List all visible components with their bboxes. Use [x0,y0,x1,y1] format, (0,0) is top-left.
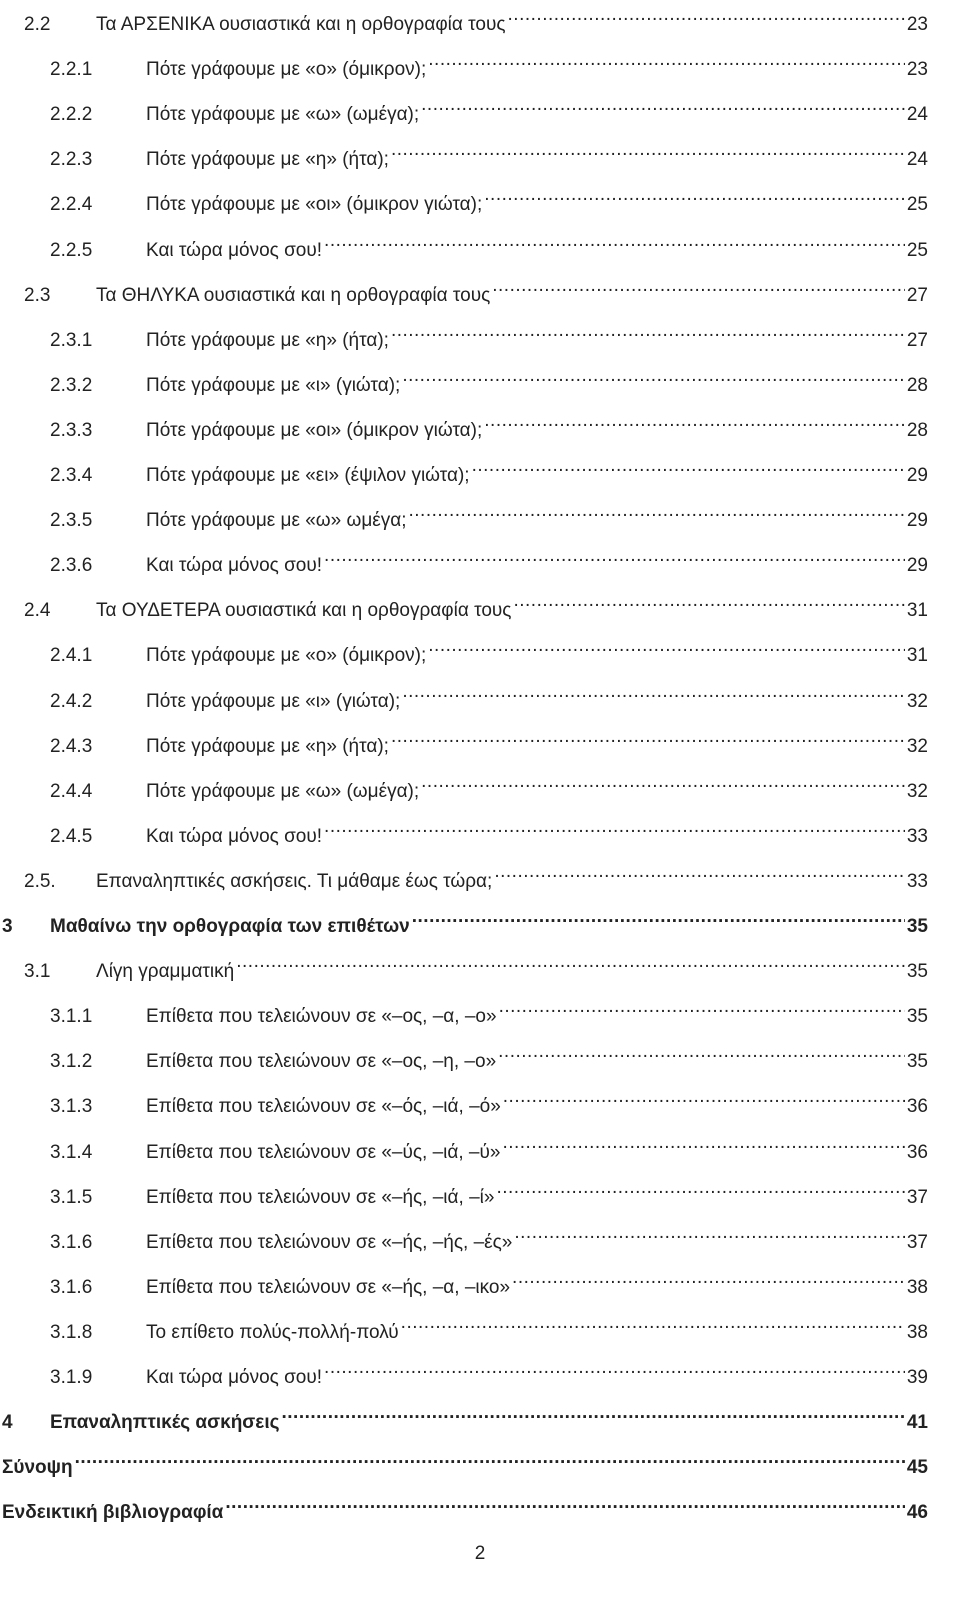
toc-entry-title: Και τώρα μόνος σου! [146,825,323,847]
toc-entry-number: 2.3 [24,284,51,306]
toc-entry-title: Πότε γράφουμε με «ι» (γιώτα); [146,374,401,396]
toc-dot-leader [428,631,905,661]
toc-entry-page: 25 [906,239,928,261]
toc-entry-title: Και τώρα μόνος σου! [146,1367,323,1388]
toc-entry-title: Τα ΘΗΛΥΚΑ ουσιαστικά και η ορθογραφία τους [96,284,491,306]
toc-entry-title: Πότε γράφουμε με «ο» (όμικρον); [146,645,427,667]
toc-entry-page: 28 [906,419,928,441]
toc-entry-page: 23 [906,59,928,81]
toc-entry-number: 3.1.6 [50,1276,93,1298]
toc-entry-number: 2.3.4 [50,465,93,486]
toc-dot-leader [75,1443,905,1473]
toc-dot-leader [421,90,905,120]
toc-entry-title: Πότε γράφουμε με «ω» (ωμέγα); [146,780,420,802]
toc-entry[interactable] [50,1218,928,1253]
toc-entry-title: Πότε γράφουμε με «η» (ήτα); [146,329,389,351]
toc-entry-page: 35 [906,1006,928,1028]
toc-entry-number: 3.1.6 [50,1231,93,1253]
toc-dot-leader [513,586,904,616]
toc-entry[interactable] [24,586,928,622]
toc-entry[interactable] [2,1443,928,1479]
toc-entry-number: 2.4.5 [50,825,93,847]
toc-entry-number: 3.1.2 [50,1051,93,1073]
toc-dot-leader [499,992,905,1022]
toc-dot-leader [236,947,905,977]
toc-entry-title: Επίθετα που τελειώνουν σε «–ύς, –ιά, –ύ» [146,1141,501,1163]
toc-entry-number: 2.4 [24,600,51,622]
toc-entry[interactable] [50,812,928,847]
toc-entry-page: 33 [906,870,928,892]
toc-entry[interactable] [2,1488,928,1524]
toc-entry[interactable] [50,226,928,261]
toc-entry-number: 3 [2,916,13,937]
toc-entry-page: 36 [906,1141,928,1163]
toc-dot-leader [401,1308,905,1338]
toc-entry-title: Μαθαίνω την ορθογραφία των επιθέτων [50,916,410,937]
toc-entry-number: 3.1.3 [50,1096,93,1118]
toc-entry-title: Πότε γράφουμε με «η» (ήτα); [146,149,389,171]
toc-entry-page: 27 [906,329,928,351]
toc-dot-leader [498,1037,905,1067]
toc-entry[interactable] [50,451,928,486]
toc-dot-leader [409,496,905,526]
toc-entry[interactable] [50,180,928,216]
toc-entry-page: 37 [906,1231,928,1253]
toc-entry[interactable] [50,361,928,396]
toc-entry[interactable] [50,541,928,577]
toc-entry-number: 4 [2,1412,13,1434]
toc-dot-leader [428,45,905,75]
toc-dot-leader [324,226,905,256]
toc-entry[interactable] [50,1173,928,1208]
toc-entry-number: 2.4.1 [50,645,93,667]
toc-entry[interactable] [50,1263,928,1298]
toc-dot-leader [324,1353,905,1383]
toc-entry-page: 31 [906,600,928,622]
toc-entry[interactable] [50,316,928,351]
toc-dot-leader [492,271,905,301]
toc-entry-page: 24 [906,149,928,171]
toc-entry[interactable] [50,992,928,1028]
toc-entry-page: 39 [906,1367,928,1388]
toc-dot-leader [402,361,905,391]
toc-entry-title: Πότε γράφουμε με «ο» (όμικρον); [146,59,427,81]
toc-dot-leader [421,767,905,797]
toc-entry[interactable] [24,271,928,306]
toc-dot-leader [391,316,905,346]
toc-entry[interactable] [50,1128,928,1163]
toc-entry[interactable] [50,406,928,441]
toc-entry-title: Επίθετα που τελειώνουν σε «–ής, –α, –ικο» [146,1276,511,1298]
toc-entry-title: Τα ΟΥΔΕΤΕΡΑ ουσιαστικά και η ορθογραφία τους [96,600,512,622]
toc-entry-title: Επίθετα που τελειώνουν σε «–ής, –ής, –ές» [146,1231,513,1253]
toc-entry-page: 31 [906,645,928,667]
toc-entry-number: 2.2.1 [50,59,93,81]
toc-dot-leader [503,1082,905,1112]
toc-dot-leader [484,180,905,210]
toc-entry-number: 2.4.2 [50,690,93,712]
toc-entry-title: Σύνοψη [2,1457,73,1479]
toc-dot-leader [494,857,905,887]
toc-entry-title: Το επίθετο πολύς-πολλή-πολύ [146,1321,399,1343]
toc-entry-number: 3.1.1 [50,1006,93,1028]
toc-entry-page: 35 [906,961,928,983]
toc-entry-number: 2.2.2 [50,104,93,126]
toc-entry-number: 3.1.5 [50,1186,93,1208]
toc-entry[interactable] [2,902,928,937]
toc-dot-leader [324,812,905,842]
toc-entry-title: Τα ΑΡΣΕΝΙΚΑ ουσιαστικά και η ορθογραφία τους [96,14,506,35]
toc-entry[interactable] [50,631,928,667]
page-number: 2 [474,1543,486,1564]
toc-entry-page: 33 [906,825,928,847]
toc-dot-leader [472,451,905,481]
toc-entry-page: 23 [906,14,928,35]
toc-dot-leader [225,1488,904,1518]
toc-entry-number: 2.5. [24,870,56,892]
toc-entry-number: 2.3.5 [50,510,93,532]
toc-dot-leader [391,135,905,165]
toc-dot-leader [512,1263,905,1293]
toc-entry[interactable] [50,135,928,171]
toc-entry-title: Πότε γράφουμε με «η» (ήτα); [146,735,389,757]
toc-entry-page: 29 [906,510,928,532]
toc-entry-number: 2.3.1 [50,329,93,351]
toc-entry-title: Πότε γράφουμε με «ω» (ωμέγα); [146,104,420,126]
toc-dot-leader [402,677,905,707]
toc-entry-title: Επαναληπτικές ασκήσεις. Τι μάθαμε έως τώρα; [96,870,493,892]
toc-entry[interactable] [50,90,928,126]
toc-entry[interactable] [2,1398,928,1434]
toc-entry-title: Λίγη γραμματική [96,961,235,983]
toc-entry-number: 2.3.6 [50,555,93,577]
toc-entry[interactable] [50,1308,928,1343]
toc-entry-number: 3.1.8 [50,1321,93,1343]
toc-entry[interactable] [50,496,928,532]
toc-entry-title: Πότε γράφουμε με «οι» (όμικρον γιώτα); [146,194,483,216]
toc-dot-leader [484,406,905,436]
toc-entry-page: 41 [906,1412,928,1434]
toc-entry-page: 38 [906,1321,928,1343]
toc-entry-page: 37 [906,1186,928,1208]
toc-entry-page: 45 [906,1457,928,1479]
toc-entry-number: 2.2 [24,14,51,35]
toc-dot-leader [281,1398,904,1428]
toc-dot-leader [496,1173,904,1203]
toc-entry[interactable] [24,857,928,892]
toc-entry-page: 29 [906,465,928,486]
toc-dot-leader [324,541,905,571]
toc-entry-page: 28 [906,374,928,396]
toc-dot-leader [391,722,905,752]
toc-entry-page: 36 [906,1096,928,1118]
toc-entry-number: 2.3.3 [50,419,93,441]
toc-entry-number: 2.4.4 [50,780,93,802]
toc-entry-title: Και τώρα μόνος σου! [146,239,323,261]
toc-entry-page: 25 [906,194,928,216]
toc-entry[interactable] [50,1037,928,1073]
toc-entry-title: Ενδεικτική βιβλιογραφία [2,1502,224,1524]
toc-entry[interactable] [50,722,928,757]
toc-entry-page: 29 [906,555,928,577]
toc-entry-number: 2.4.3 [50,735,93,757]
toc-entry-title: Πότε γράφουμε με «ω» ωμέγα; [146,510,407,532]
toc-entry-title: Επίθετα που τελειώνουν σε «–ός, –ιά, –ό» [146,1096,501,1118]
toc-entry[interactable] [24,947,928,983]
toc-dot-leader [508,0,905,30]
toc-entry-number: 3.1 [24,961,51,983]
toc-entry[interactable] [50,767,928,802]
toc-entry-page: 24 [906,104,928,126]
toc-entry-number: 2.2.3 [50,149,93,171]
toc-entry-title: Επίθετα που τελειώνουν σε «–ος, –α, –ο» [146,1006,497,1028]
toc-entry-title: Επίθετα που τελειώνουν σε «–ής, –ιά, –ί» [146,1186,495,1208]
toc-entry[interactable] [50,1353,928,1388]
toc-entry[interactable] [50,677,928,712]
toc-entry[interactable] [50,45,928,81]
toc-dot-leader [412,902,905,932]
toc-entry-number: 2.3.2 [50,374,93,396]
toc-entry-page: 32 [906,780,928,802]
toc-entry-number: 3.1.4 [50,1141,93,1163]
toc-entry-number: 2.2.5 [50,239,93,261]
toc-entry-page: 46 [906,1502,928,1524]
toc-entry-title: Και τώρα μόνος σου! [146,555,323,577]
toc-entry-page: 32 [906,735,928,757]
toc-entry-title: Επαναληπτικές ασκήσεις [50,1412,280,1434]
toc-entry-page: 35 [906,1051,928,1073]
toc-entry-number: 3.1.9 [50,1367,93,1388]
toc-entry-page: 35 [906,916,928,937]
toc-entry-number: 2.2.4 [50,194,93,216]
toc-entry-title: Πότε γράφουμε με «ει» (έψιλον γιώτα); [146,465,470,486]
toc-entry[interactable] [24,0,928,35]
toc-entry-page: 27 [906,284,928,306]
toc-entry[interactable] [50,1082,928,1118]
toc-entry-page: 38 [906,1276,928,1298]
toc-dot-leader [514,1218,905,1248]
toc-entry-title: Πότε γράφουμε με «οι» (όμικρον γιώτα); [146,419,483,441]
toc-entry-page: 32 [906,690,928,712]
toc-entry-title: Επίθετα που τελειώνουν σε «–ος, –η, –ο» [146,1051,497,1073]
toc-entry-title: Πότε γράφουμε με «ι» (γιώτα); [146,690,401,712]
toc-dot-leader [502,1128,904,1158]
